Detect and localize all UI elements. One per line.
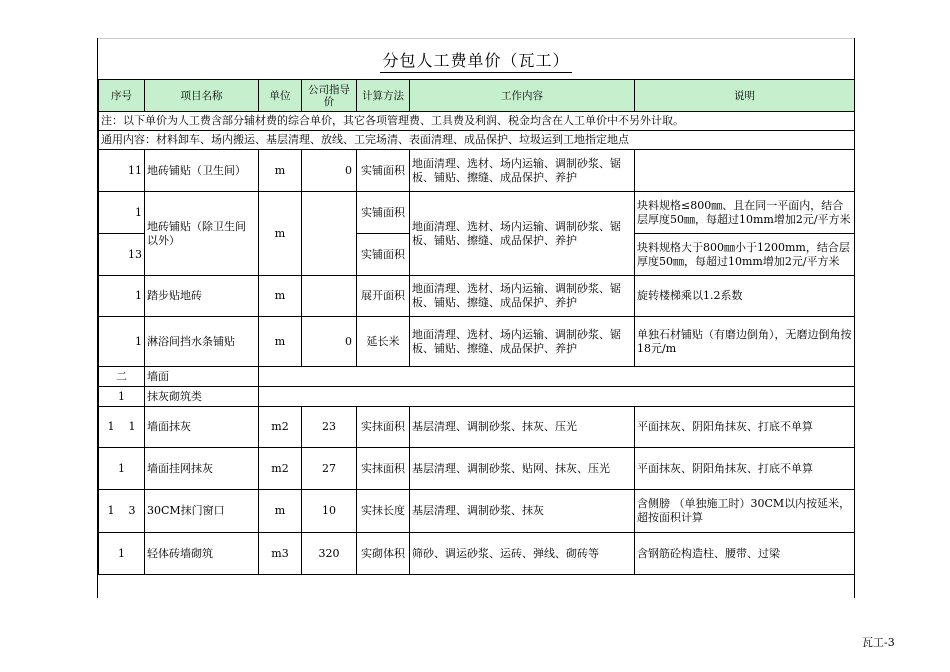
seq-cell: 1 <box>99 192 145 234</box>
header-seq: 序号 <box>99 80 145 112</box>
price-table <box>98 79 855 575</box>
price-cell <box>302 276 357 317</box>
unit-cell: m3 <box>259 533 302 575</box>
header-calc: 计算方法 <box>357 80 410 112</box>
table-row <box>99 276 855 317</box>
name-cell: 地砖铺贴（卫生间） <box>145 150 259 192</box>
unit-cell: m2 <box>259 448 302 490</box>
seq-cell: 1 <box>99 448 145 490</box>
page-title <box>98 48 854 73</box>
header-work: 工作内容 <box>410 80 635 112</box>
section-empty-cell <box>259 387 855 407</box>
unit-cell: m <box>259 192 302 276</box>
seq-cell: 1 <box>99 276 145 317</box>
price-cell: 0 <box>302 150 357 192</box>
seq-cell: 1 3 <box>99 490 145 533</box>
seq-cell: 11 <box>99 150 145 192</box>
table-row <box>99 490 855 533</box>
name-cell: 墙面挂网抹灰 <box>145 448 259 490</box>
unit-cell: m2 <box>259 407 302 448</box>
price-cell: 27 <box>302 448 357 490</box>
unit-cell: m <box>259 490 302 533</box>
header-name: 项目名称 <box>145 80 259 112</box>
spreadsheet-page <box>97 38 855 598</box>
note-cell <box>635 150 855 192</box>
calc-cell: 延长米 <box>357 317 410 367</box>
name-cell: 淋浴间挡水条铺贴 <box>145 317 259 367</box>
calc-cell: 实砌体积 <box>357 533 410 575</box>
name-cell: 轻体砖墙砌筑 <box>145 533 259 575</box>
section-row <box>99 387 855 407</box>
note-cell: 块料规格大于800㎜小于1200mm，结合层厚度50㎜，每超过10mm增加2元/平方米 <box>635 234 855 276</box>
table-row <box>99 150 855 192</box>
price-cell: 320 <box>302 533 357 575</box>
title-text: 分包人工费单价（瓦工） <box>380 48 571 73</box>
note-row <box>99 112 855 131</box>
name-cell: 30CM抹门窗口 <box>145 490 259 533</box>
unit-cell: m <box>259 150 302 192</box>
table-row <box>99 448 855 490</box>
table-row <box>99 407 855 448</box>
calc-cell: 实抹长度 <box>357 490 410 533</box>
work-cell: 基层清理、调制砂浆、抹灰 <box>410 490 635 533</box>
calc-cell: 实铺面积 <box>357 192 410 234</box>
header-note: 说明 <box>635 80 855 112</box>
work-cell: 基层清理、调制砂浆、贴网、抹灰、压光 <box>410 448 635 490</box>
note-cell: 含侧膀 （单独施工时）30CM以内按延米，超按面积计算 <box>635 490 855 533</box>
section-row <box>99 367 855 387</box>
unit-cell: m <box>259 317 302 367</box>
calc-cell: 实抹面积 <box>357 448 410 490</box>
calc-cell: 实铺面积 <box>357 234 410 276</box>
seq-cell: 1 <box>99 387 145 407</box>
section-name-cell: 抹灰砌筑类 <box>145 387 259 407</box>
seq-cell: 二 <box>99 367 145 387</box>
work-cell: 基层清理、调制砂浆、抹灰、压光 <box>410 407 635 448</box>
name-cell: 地砖铺贴（除卫生间以外） <box>145 192 259 276</box>
note-cell: 旋转楼梯乘以1.2系数 <box>635 276 855 317</box>
note-cell: 平面抹灰、阴阳角抹灰、打底不单算 <box>635 407 855 448</box>
seq-cell: 1 <box>99 533 145 575</box>
calc-cell: 展开面积 <box>357 276 410 317</box>
section-name-cell: 墙面 <box>145 367 259 387</box>
section-empty-cell <box>259 367 855 387</box>
price-cell: 23 <box>302 407 357 448</box>
unit-cell: m <box>259 276 302 317</box>
header-unit: 单位 <box>259 80 302 112</box>
calc-cell: 实铺面积 <box>357 150 410 192</box>
name-cell: 踏步贴地砖 <box>145 276 259 317</box>
header-row <box>99 80 855 112</box>
price-cell <box>302 192 357 276</box>
note-cell: 含钢筋砼构造柱、腰带、过梁 <box>635 533 855 575</box>
table-row <box>99 533 855 575</box>
seq-cell: 1 1 <box>99 407 145 448</box>
table-row <box>99 192 855 234</box>
work-cell: 地面清理、选材、场内运输、调制砂浆、锯板、铺贴、擦缝、成品保护、养护 <box>410 150 635 192</box>
work-cell: 地面清理、选材、场内运输、调制砂浆、锯板、铺贴、擦缝、成品保护、养护 <box>410 317 635 367</box>
note-cell: 块料规格≤800㎜、且在同一平面内，结合层厚度50㎜，每超过10mm增加2元/平方米 <box>635 192 855 234</box>
work-cell: 筛砂、调运砂浆、运砖、弹线、砌砖等 <box>410 533 635 575</box>
note-cell: 平面抹灰、阴阳角抹灰、打底不单算 <box>635 448 855 490</box>
name-cell: 墙面抹灰 <box>145 407 259 448</box>
work-cell: 地面清理、选材、场内运输、调制砂浆、锯板、铺贴、擦缝、成品保护、养护 <box>410 276 635 317</box>
note-cell: 注：以下单价为人工费含部分辅材费的综合单价，其它各项管理费、工具费及利润、税金均含在人工单价中不另外计取。 <box>99 112 855 131</box>
work-cell: 地面清理、选材、场内运输、调制砂浆、锯板、铺贴、擦缝、成品保护、养护 <box>410 192 635 276</box>
header-guide-price: 公司指导价 <box>302 80 357 112</box>
seq-cell: 13 <box>99 234 145 276</box>
general-cell: 通用内容：材料卸车、场内搬运、基层清理、放线、工完场清、表面清理、成品保护、垃圾运到工地指定地点 <box>99 131 855 150</box>
general-row <box>99 131 855 150</box>
price-cell: 0 <box>302 317 357 367</box>
price-cell: 10 <box>302 490 357 533</box>
seq-cell: 1 <box>99 317 145 367</box>
page-number: 瓦工-3 <box>862 636 895 649</box>
note-cell: 单独石材铺贴（有磨边倒角），无磨边倒角按18元/m <box>635 317 855 367</box>
calc-cell: 实抹面积 <box>357 407 410 448</box>
table-row <box>99 317 855 367</box>
page-top-border <box>98 38 854 39</box>
